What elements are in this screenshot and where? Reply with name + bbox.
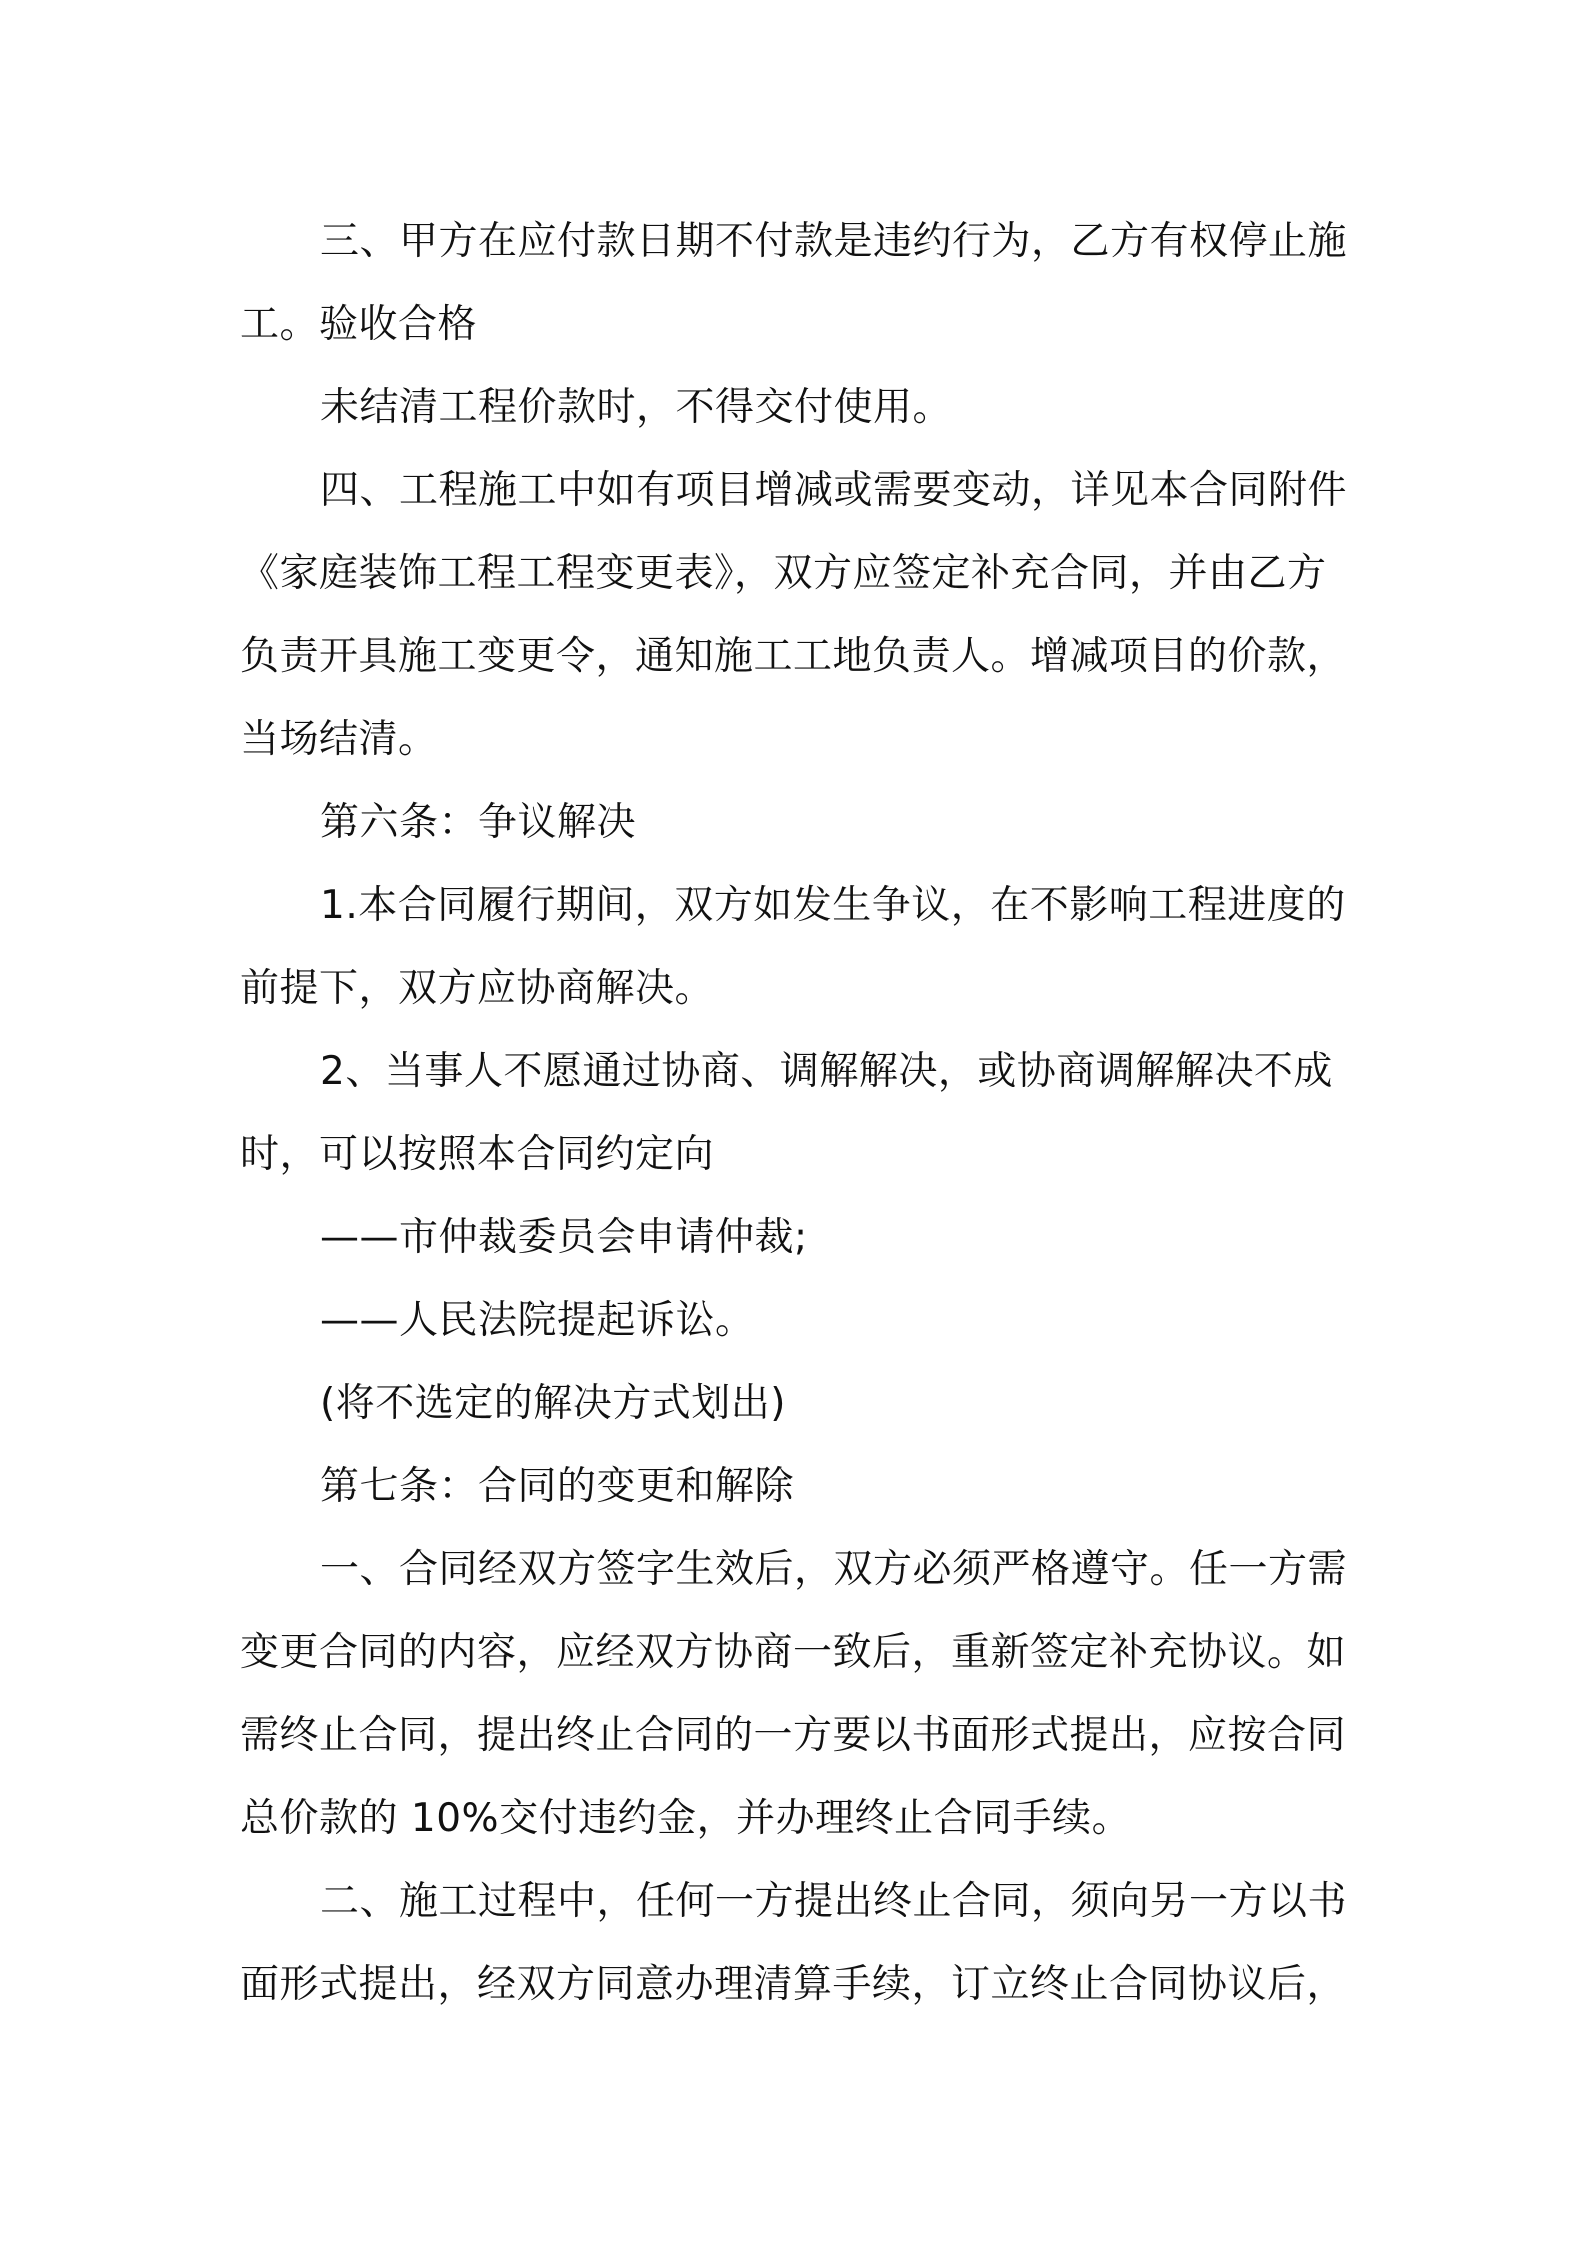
option-line: ——人民法院提起诉讼。 [320,1298,755,1343]
paragraph-line: 需终止合同，提出终止合同的一方要以书面形式提出，应按合同 [240,1713,1347,1758]
option-line: ——市仲裁委员会申请仲裁; [320,1215,808,1260]
paragraph-line: 一、合同经双方签字生效后，双方必须严格遵守。任一方需 [320,1547,1348,1592]
paragraph-line: 总价款的 10%交付违约金，并办理终止合同手续。 [240,1796,1132,1841]
paragraph-line: 时，可以按照本合同约定向 [240,1132,715,1177]
paragraph-line: 三、甲方在应付款日期不付款是违约行为，乙方有权停止施 [320,219,1348,264]
paragraph-line: 《家庭装饰工程工程变更表》，双方应签定补充合同，并由乙方 [240,551,1327,596]
paragraph-line: 1.本合同履行期间，双方如发生争议，在不影响工程进度的 [320,883,1346,928]
paragraph-line: 前提下，双方应协商解决。 [240,966,715,1011]
paragraph-line: 当场结清。 [240,717,438,762]
paragraph-line: 2、当事人不愿通过协商、调解解决，或协商调解解决不成 [320,1049,1333,1094]
paragraph-line: 二、施工过程中，任何一方提出终止合同，须向另一方以书 [320,1879,1348,1924]
paragraph-line: 面形式提出，经双方同意办理清算手续，订立终止合同协议后， [240,1962,1347,2007]
paragraph-line: 未结清工程价款时，不得交付使用。 [320,385,953,430]
paragraph-line: 工。验收合格 [240,302,478,347]
section-heading: 第七条：合同的变更和解除 [320,1464,795,1509]
paragraph-line: 四、工程施工中如有项目增减或需要变动，详见本合同附件 [320,468,1348,513]
section-heading: 第六条：争议解决 [320,800,637,845]
paragraph-line: 变更合同的内容，应经双方协商一致后，重新签定补充协议。如 [240,1630,1347,1675]
note-line: (将不选定的解决方式划出) [320,1381,786,1426]
paragraph-line: 负责开具施工变更令，通知施工工地负责人。增减项目的价款， [240,634,1347,679]
document-body [240,200,1355,2026]
